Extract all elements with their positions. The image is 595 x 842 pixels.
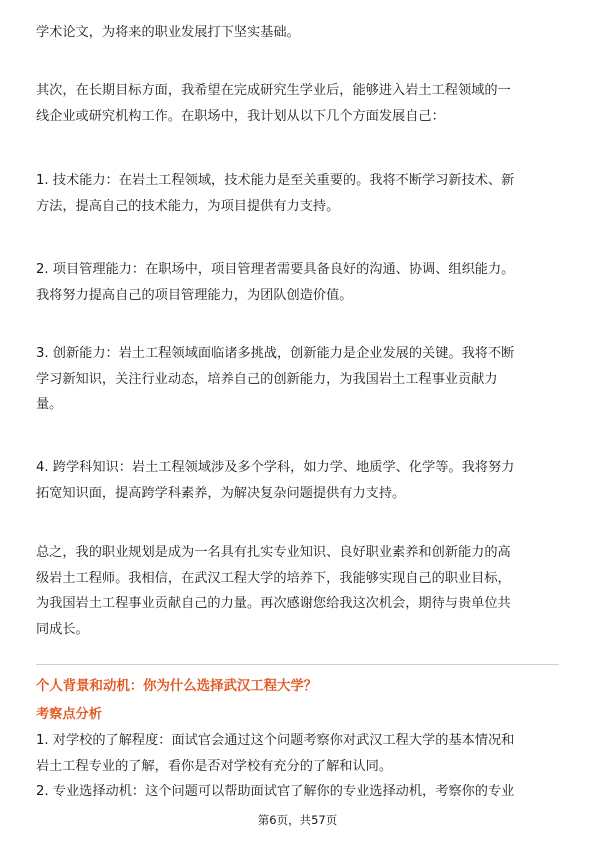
paragraph-interdisciplinary: 4. 跨学科知识：岩土工程领域涉及多个学科，如力学、地质学、化学等。我将努力 拓宽知识面，提高跨学科素养，为解决复杂问题提供有力支持。 [36, 460, 515, 501]
page-number-footer: 第6页，共57页 [257, 813, 338, 827]
paragraph-conclusion: 总之，我的职业规划是成为一名具有扎实专业知识、良好职业素养和创新能力的高 级岩土工程师。我相信，在武汉工程大学的培养下，我能够实现自己的职业目标， 为我国岩土工程事业贡献自己的力量。再次感谢您给我这次机会，期待与贵单位共 同成长。 [36, 545, 511, 637]
paragraph-long-term-goal: 其次，在长期目标方面，我希望在完成研究生学业后，能够进入岩土工程领域的一 线企业或研究机构工作。在职场中，我计划从以下几个方面发展自己： [36, 83, 511, 124]
paragraph-technical-ability: 1. 技术能力：在岩土工程领域，技术能力是至关重要的。我将不断学习新技术、新 方法，提高自己的技术能力，为项目提供有力支持。 [36, 173, 515, 214]
question-title: 个人背景和动机：你为什么选择武汉工程大学？ [36, 679, 318, 694]
section-divider [36, 664, 559, 665]
paragraph-innovation: 3. 创新能力：岩土工程领域面临诸多挑战，创新能力是企业发展的关键。我将不断 学习新知识，关注行业动态，培养自己的创新能力，为我国岩土工程事业贡献力 量。 [36, 346, 515, 412]
analysis-subtitle: 考察点分析 [36, 707, 102, 722]
paragraph-intro-end: 学术论文，为将来的职业发展打下坚实基础。 [36, 25, 300, 40]
paragraph-project-management: 2. 项目管理能力：在职场中，项目管理者需要具备良好的沟通、协调、组织能力。 我将努力提高自己的项目管理能力，为团队创造价值。 [36, 262, 515, 303]
analysis-points: 1. 对学校的了解程度：面试官会通过这个问题考察你对武汉工程大学的基本情况和 岩土工程专业的了解，看你是否对学校有充分的了解和认同。 2. 专业选择动机：这个问题可以帮助面试官了解你的专业选择动机，考察你的专业 [36, 733, 515, 799]
